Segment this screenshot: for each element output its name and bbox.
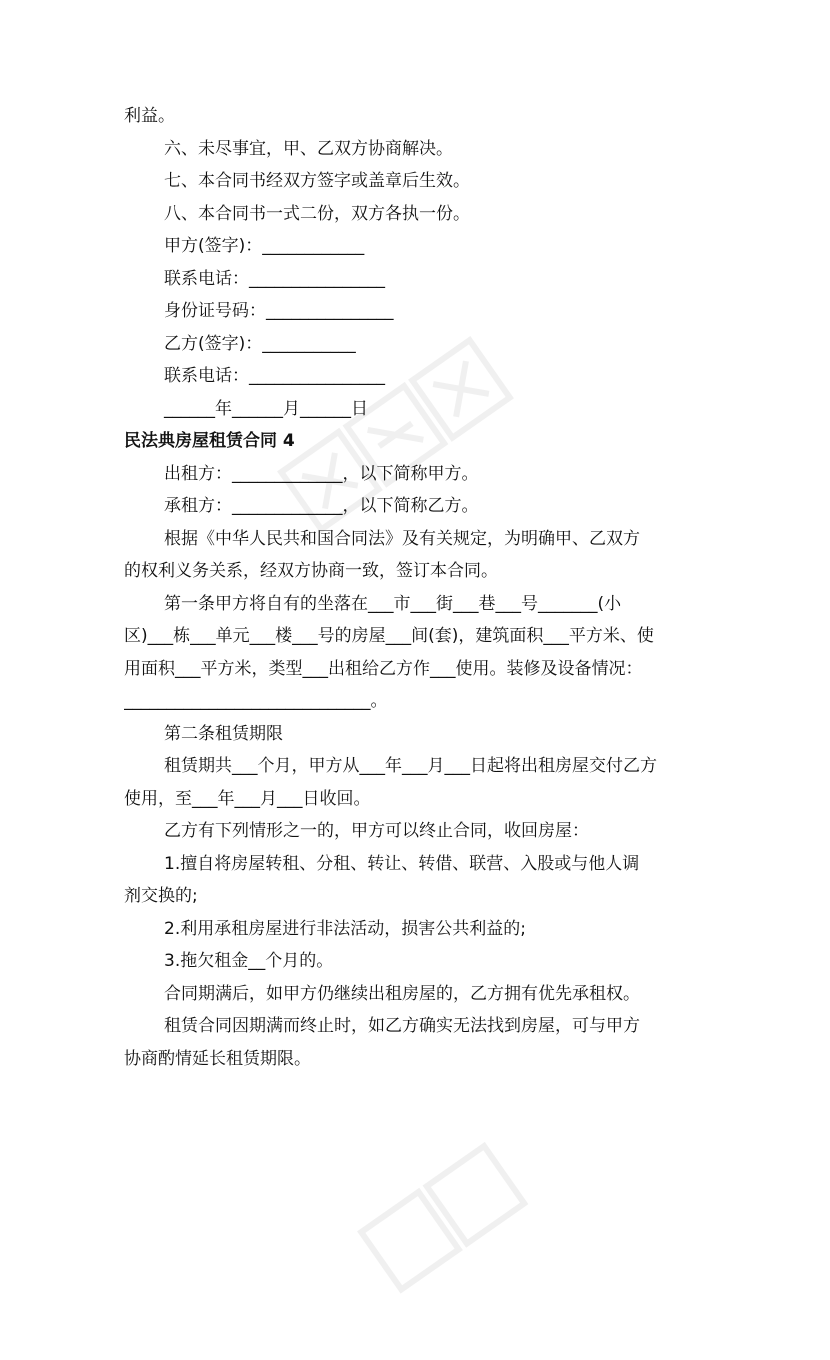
text-line: 第二条租赁期限 bbox=[164, 723, 283, 744]
text-line: 1.擅自将房屋转租、分租、转让、转借、联营、入股或与他人调 bbox=[164, 853, 640, 874]
text-line: 用面积___平方米，类型___出租给乙方作___使用。装修及设备情况： bbox=[124, 658, 643, 679]
text-line: 利益。 bbox=[124, 106, 175, 126]
date-line: ______年______月______日 bbox=[164, 398, 368, 419]
lessor-line: 出租方：_____________，以下简称甲方。 bbox=[164, 463, 479, 484]
text-line: 合同期满后，如甲方仍继续出租房屋的，乙方拥有优先承租权。 bbox=[164, 983, 640, 1004]
lessee-line: 承租方：_____________，以下简称乙方。 bbox=[164, 496, 479, 516]
text-line: 第一条甲方将自有的坐落在___市___街___巷___号_______(小 bbox=[164, 593, 622, 614]
text-line: 协商酌情延长租赁期限。 bbox=[124, 1048, 311, 1069]
contract-document bbox=[124, 100, 714, 1075]
text-line: 七、本合同书经双方签字或盖章后生效。 bbox=[164, 171, 470, 191]
text-line: 乙方有下列情形之一的，甲方可以终止合同，收回房屋： bbox=[164, 821, 589, 841]
text-line: 区)___栋___单元___楼___号的房屋___间(套)，建筑面积___平方米、使 bbox=[124, 626, 654, 646]
text-line: 剂交换的; bbox=[124, 886, 198, 906]
id-number-line: 身份证号码：_______________ bbox=[164, 301, 394, 321]
text-line: 的权利义务关系，经双方协商一致，签订本合同。 bbox=[124, 561, 498, 581]
phone-line: 联系电话：________________ bbox=[164, 366, 385, 386]
phone-line: 联系电话：________________ bbox=[164, 268, 385, 289]
text-line: 六、未尽事宜，甲、乙双方协商解决。 bbox=[164, 138, 453, 159]
watermark-logo-bottom bbox=[330, 1060, 630, 1360]
text-line: _____________________________。 bbox=[124, 691, 388, 711]
party-a-signature-line: 甲方(签字)：____________ bbox=[164, 236, 365, 256]
text-line: 2.利用承租房屋进行非法活动，损害公共利益的; bbox=[164, 918, 526, 939]
text-line: 3.拖欠租金__个月的。 bbox=[164, 951, 334, 971]
text-line: 使用，至___年___月___日收回。 bbox=[124, 788, 371, 809]
section-heading: 民法典房屋租赁合同 4 bbox=[124, 431, 295, 451]
text-line: 根据《中华人民共和国合同法》及有关规定，为明确甲、乙双方 bbox=[164, 528, 640, 549]
text-line: 租赁期共___个月，甲方从___年___月___日起将出租房屋交付乙方 bbox=[164, 756, 657, 776]
text-line: 八、本合同书一式二份，双方各执一份。 bbox=[164, 203, 470, 224]
party-b-signature-line: 乙方(签字)：___________ bbox=[164, 333, 356, 354]
text-line: 租赁合同因期满而终止时，如乙方确实无法找到房屋，可与甲方 bbox=[164, 1016, 640, 1036]
